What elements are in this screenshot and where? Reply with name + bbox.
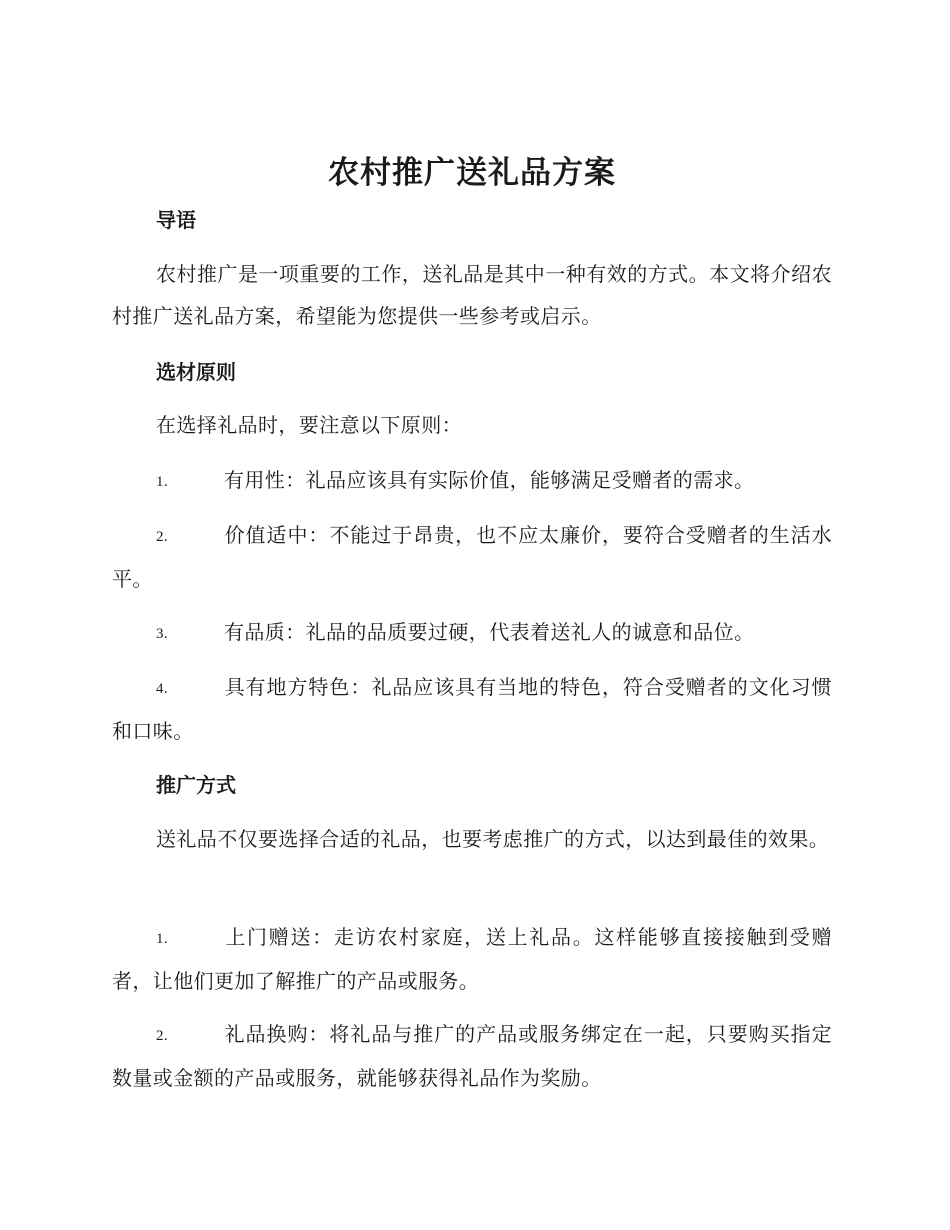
section-heading-selection-principles: 选材原则 xyxy=(156,360,236,384)
intro-paragraph: 农村推广是一项重要的工作，送礼品是其中一种有效的方式。本文将介绍农村推广送礼品方案，希望能为您提供一些参考或启示。 xyxy=(112,262,832,328)
list-item-number: 1. xyxy=(156,931,169,947)
selection-intro-paragraph: 在选择礼品时，要注意以下原则： xyxy=(156,413,462,437)
list-item-number: 2. xyxy=(156,529,169,545)
list-item-number: 1. xyxy=(156,474,169,490)
list-item-text: 具有地方特色：礼品应该具有当地的特色，符合受赠者的文化习惯和口味。 xyxy=(112,675,832,743)
list-item xyxy=(112,666,832,752)
promotion-intro-paragraph: 送礼品不仅要选择合适的礼品，也要考虑推广的方式，以达到最佳的效果。 xyxy=(156,827,830,851)
list-item-number: 2. xyxy=(156,1028,169,1044)
section-heading-intro: 导语 xyxy=(156,208,196,232)
document-title: 农村推广送礼品方案 xyxy=(328,155,616,191)
list-item xyxy=(112,916,832,1002)
list-item xyxy=(112,459,832,503)
list-item-text: 有用性：礼品应该具有实际价值，能够满足受赠者的需求。 xyxy=(224,468,755,492)
section-heading-promotion-methods: 推广方式 xyxy=(156,773,236,797)
list-item-text: 价值适中：不能过于昂贵，也不应太廉价，要符合受赠者的生活水平。 xyxy=(112,523,832,591)
list-item-text: 礼品换购：将礼品与推广的产品或服务绑定在一起，只要购买指定数量或金额的产品或服务，就能够获得礼品作为奖励。 xyxy=(112,1022,832,1090)
list-item-text: 上门赠送：走访农村家庭，送上礼品。这样能够直接接触到受赠者，让他们更加了解推广的产品或服务。 xyxy=(112,925,832,993)
list-item-number: 4. xyxy=(156,681,169,697)
list-item xyxy=(112,1013,832,1099)
list-item xyxy=(112,611,832,655)
list-item-text: 有品质：礼品的品质要过硬，代表着送礼人的诚意和品位。 xyxy=(224,620,755,644)
list-item xyxy=(112,514,832,600)
list-item-number: 3. xyxy=(156,626,169,642)
document-page xyxy=(112,0,832,1230)
